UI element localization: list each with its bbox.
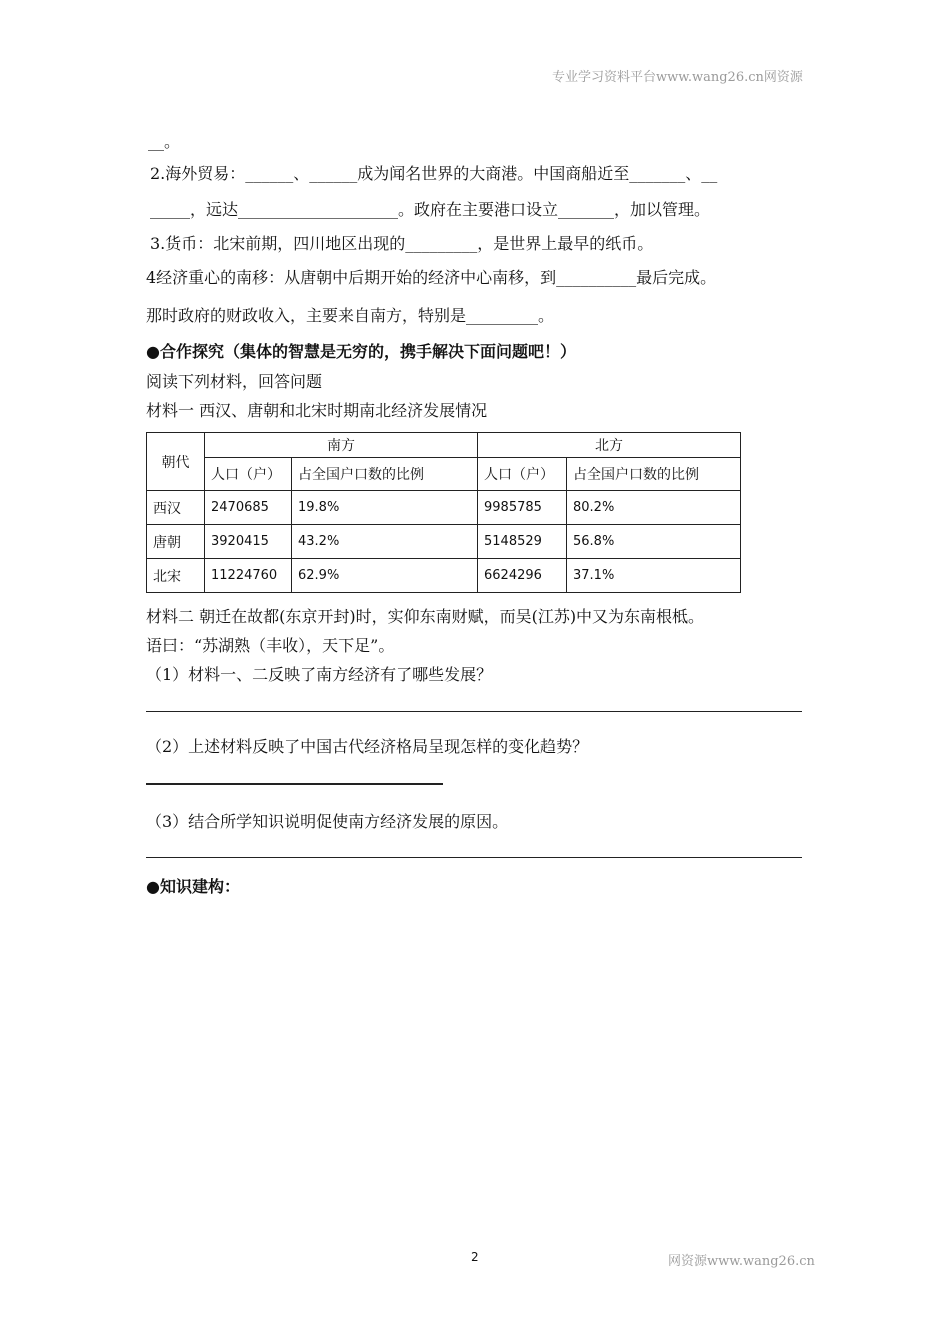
page-number: 2: [471, 1250, 479, 1264]
north-population-cell: 5148529: [478, 525, 567, 559]
fill-line-trade-1: 2.海外贸易：______、______成为闻名世界的大商港。中国商船近至_______、__: [150, 164, 718, 183]
north-ratio-cell: 37.1%: [567, 559, 741, 593]
dynasty-cell: 唐朝: [147, 525, 205, 559]
table-row: [147, 559, 741, 593]
fill-line-shift: 4经济重心的南移：从唐朝中后期开始的经济中心南移，到__________最后完成。: [146, 268, 717, 287]
economy-table: [146, 432, 741, 593]
header-dynasty: 朝代: [147, 433, 205, 491]
subheader-north-ratio: 占全国户口数的比例: [567, 458, 741, 491]
fill-line-trade-2: _____，远达____________________。政府在主要港口设立_______，加以管理。: [150, 200, 711, 219]
material2-line-1: 材料二 朝迁在故都(东京开封)时，实仰东南财赋，而吴(江苏)中又为东南根柢。: [146, 607, 705, 626]
footer-watermark: 网资源www.wang26.cn: [668, 1254, 815, 1269]
fill-line-currency: 3.货币：北宋前期，四川地区出现的_________，是世界上最早的纸币。: [150, 234, 654, 253]
north-ratio-cell: 80.2%: [567, 491, 741, 525]
north-ratio-cell: 56.8%: [567, 525, 741, 559]
answer-line-1[interactable]: [146, 711, 802, 712]
north-population-cell: 9985785: [478, 491, 567, 525]
question-2: （2）上述材料反映了中国古代经济格局呈现怎样的变化趋势？: [146, 737, 589, 756]
header-watermark: 专业学习资料平台www.wang26.cn网资源: [552, 70, 803, 85]
material2-line-2: 语曰：“苏湖熟（丰收），天下足”。: [146, 636, 395, 655]
cooperation-heading: ●合作探究（集体的智慧是无穷的，携手解决下面问题吧！）: [146, 342, 576, 361]
fill-line-revenue: 那时政府的财政收入，主要来自南方，特别是_________。: [146, 306, 555, 325]
dynasty-cell: 西汉: [147, 491, 205, 525]
knowledge-heading: ●知识建构：: [146, 877, 240, 896]
south-population-cell: 3920415: [205, 525, 292, 559]
subheader-south-population: 人口（户）: [205, 458, 292, 491]
fill-line-0: __。: [148, 132, 181, 151]
question-3: （3）结合所学知识说明促使南方经济发展的原因。: [146, 812, 509, 831]
table-row: [147, 491, 741, 525]
material1-title: 材料一 西汉、唐朝和北宋时期南北经济发展情况: [146, 401, 488, 420]
south-ratio-cell: 62.9%: [292, 559, 478, 593]
header-north: 北方: [478, 433, 741, 458]
instruction-text: 阅读下列材料，回答问题: [146, 372, 323, 391]
table-row: [147, 525, 741, 559]
answer-line-3[interactable]: [146, 857, 802, 858]
dynasty-cell: 北宋: [147, 559, 205, 593]
answer-line-2[interactable]: [146, 783, 443, 785]
south-ratio-cell: 19.8%: [292, 491, 478, 525]
subheader-south-ratio: 占全国户口数的比例: [292, 458, 478, 491]
north-population-cell: 6624296: [478, 559, 567, 593]
header-south: 南方: [205, 433, 478, 458]
question-1: （1）材料一、二反映了南方经济有了哪些发展？: [146, 665, 493, 684]
subheader-north-population: 人口（户）: [478, 458, 567, 491]
south-population-cell: 11224760: [205, 559, 292, 593]
south-population-cell: 2470685: [205, 491, 292, 525]
south-ratio-cell: 43.2%: [292, 525, 478, 559]
